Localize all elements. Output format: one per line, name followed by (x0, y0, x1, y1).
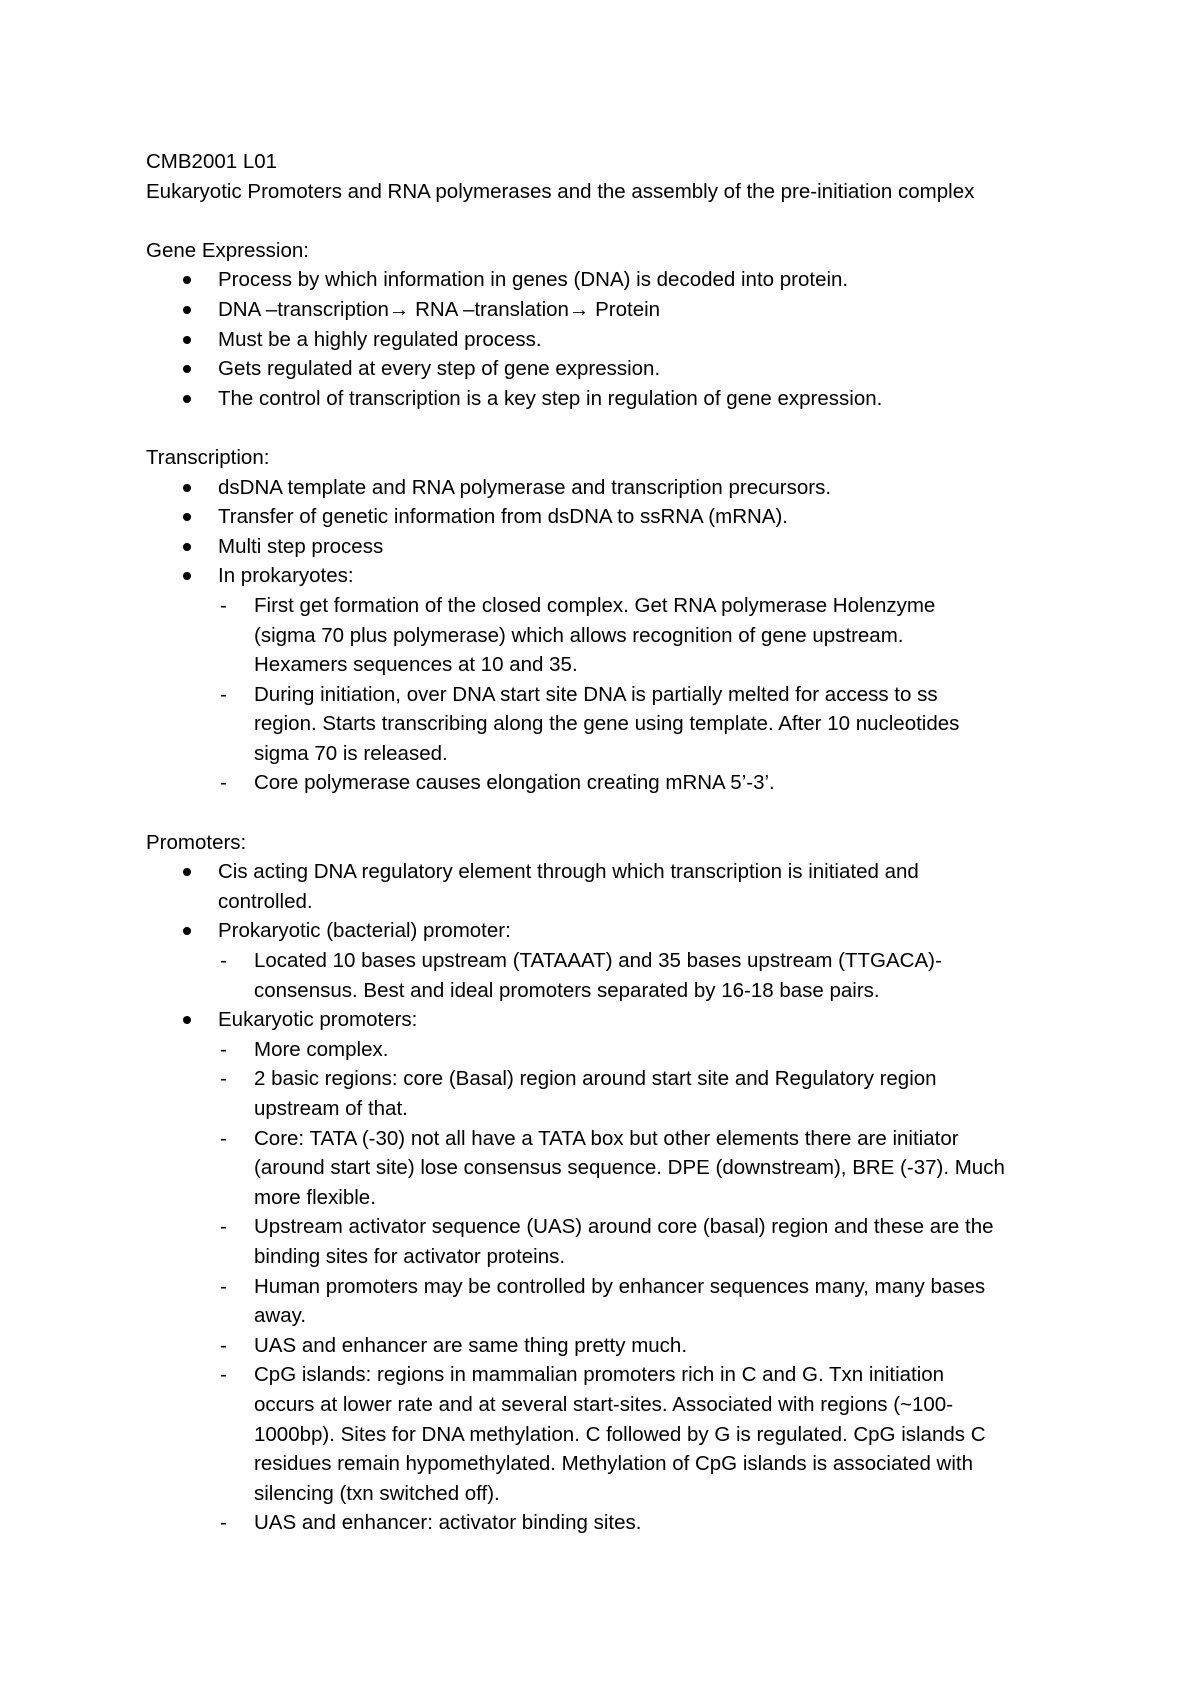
promoters-list (146, 857, 1076, 1538)
list-item (146, 265, 1076, 295)
sublist-line: occurs at lower rate and at several start-sites. Associated with regions (~100- (254, 1392, 954, 1416)
bullet-icon (183, 572, 191, 580)
list-item-text: In prokaryotes: (218, 564, 354, 588)
sublist-line: UAS and enhancer are same thing pretty much. (254, 1333, 688, 1357)
list-item (146, 384, 1076, 414)
list-item (146, 473, 1076, 503)
bullet-icon (183, 395, 191, 403)
course-code: CMB2001 L01 (146, 150, 278, 173)
prokaryote-sublist (218, 591, 1076, 798)
dash-icon: - (220, 1333, 227, 1357)
document-title: Eukaryotic Promoters and RNA polymerases and the assembly of the pre-initiation complex (146, 179, 975, 203)
bullet-icon (183, 306, 191, 314)
bullet-icon (183, 1016, 191, 1024)
sublist-line: away. (254, 1304, 307, 1328)
sublist-item (218, 1212, 1076, 1271)
eukaryotic-promoter-sublist (218, 1035, 1076, 1538)
dash-icon: - (220, 1511, 227, 1535)
prokaryotic-promoter-sublist (218, 946, 1076, 1005)
sublist-line: Human promoters may be controlled by enhancer sequences many, many bases (254, 1274, 986, 1298)
sublist-item (218, 1508, 1076, 1538)
list-item (146, 561, 1076, 798)
sublist-line: First get formation of the closed complex. Get RNA polymerase Holenzyme (254, 593, 936, 617)
list-item-text: The control of transcription is a key step in regulation of gene expression. (218, 386, 883, 410)
sublist-line: more flexible. (254, 1185, 376, 1209)
list-item-text: Process by which information in genes (DNA) is decoded into protein. (218, 268, 849, 292)
sublist-item (218, 946, 1076, 1005)
sublist-item (218, 1331, 1076, 1361)
list-item-text: Gets regulated at every step of gene expression. (218, 357, 661, 381)
bullet-icon (183, 336, 191, 344)
sublist-line: binding sites for activator proteins. (254, 1244, 566, 1268)
bullet-icon (183, 927, 191, 935)
list-item (146, 354, 1076, 384)
sublist-line: Core polymerase causes elongation creating mRNA 5’-3’. (254, 771, 775, 795)
transcription-list (146, 473, 1076, 799)
sublist-line: Upstream activator sequence (UAS) around core (basal) region and these are the (254, 1215, 994, 1239)
list-item-text: Cis acting DNA regulatory element through which transcription is initiated and (218, 860, 919, 884)
list-item (146, 1005, 1076, 1538)
sublist-line: consensus. Best and ideal promoters separated by 16-18 base pairs. (254, 978, 880, 1002)
bullet-icon (183, 484, 191, 492)
list-item-text: controlled. (218, 889, 313, 913)
list-item-text: DNA –transcription→ RNA –translation→ Protein (218, 297, 661, 321)
sublist-line: 2 basic regions: core (Basal) region around start site and Regulatory region (254, 1067, 937, 1091)
sublist-line: sigma 70 is released. (254, 741, 448, 765)
sublist-line: silencing (txn switched off). (254, 1481, 500, 1505)
sublist-item (218, 1064, 1076, 1123)
list-item-text: dsDNA template and RNA polymerase and transcription precursors. (218, 475, 832, 499)
document-body (146, 147, 1076, 1538)
spacer (146, 206, 1076, 236)
list-item (146, 857, 1076, 916)
list-item-text: Must be a highly regulated process. (218, 327, 542, 351)
bullet-icon (183, 276, 191, 284)
sublist-item (218, 1035, 1076, 1065)
dash-icon: - (220, 1067, 227, 1091)
sublist-line: region. Starts transcribing along the gene using template. After 10 nucleotides (254, 712, 960, 736)
sublist-line: UAS and enhancer: activator binding sites. (254, 1511, 642, 1535)
sublist-line: Core: TATA (-30) not all have a TATA box but other elements there are initiator (254, 1126, 959, 1150)
sublist-item (218, 1272, 1076, 1331)
sublist-item (218, 1124, 1076, 1213)
dash-icon: - (220, 1363, 227, 1387)
list-item (146, 502, 1076, 532)
dash-icon: - (220, 593, 227, 617)
sublist-line: More complex. (254, 1037, 389, 1061)
list-item (146, 325, 1076, 355)
sublist-line: During initiation, over DNA start site DNA is partially melted for access to ss (254, 682, 938, 706)
dash-icon: - (220, 949, 227, 973)
bullet-icon (183, 513, 191, 521)
list-item-text: Multi step process (218, 534, 384, 558)
sublist-line: CpG islands: regions in mammalian promoters rich in C and G. Txn initiation (254, 1363, 945, 1387)
list-item-text: Eukaryotic promoters: (218, 1008, 418, 1032)
sublist-line: (around start site) lose consensus sequence. DPE (downstream), BRE (-37). Much (254, 1156, 1005, 1180)
spacer (146, 413, 1076, 443)
sublist-line: Located 10 bases upstream (TATAAAT) and 35 bases upstream (TTGACA)- (254, 949, 942, 973)
spacer (146, 798, 1076, 828)
list-item-text: Transfer of genetic information from dsDNA to ssRNA (mRNA). (218, 505, 788, 529)
dash-icon: - (220, 771, 227, 795)
sublist-item (218, 591, 1076, 680)
bullet-icon (183, 543, 191, 551)
bullet-icon (183, 868, 191, 876)
list-item (146, 916, 1076, 1005)
section-heading-transcription: Transcription: (146, 445, 270, 469)
sublist-item (218, 768, 1076, 798)
list-item-text: Prokaryotic (bacterial) promoter: (218, 919, 511, 943)
sublist-line: residues remain hypomethylated. Methylation of CpG islands is associated with (254, 1452, 973, 1476)
section-heading-promoters: Promoters: (146, 830, 247, 854)
dash-icon: - (220, 1274, 227, 1298)
bullet-icon (183, 365, 191, 373)
sublist-line: (sigma 70 plus polymerase) which allows recognition of gene upstream. (254, 623, 904, 647)
dash-icon: - (220, 1126, 227, 1150)
sublist-line: Hexamers sequences at 10 and 35. (254, 653, 578, 677)
sublist-item (218, 680, 1076, 769)
list-item (146, 295, 1076, 325)
sublist-item (218, 1360, 1076, 1508)
dash-icon: - (220, 682, 227, 706)
list-item (146, 532, 1076, 562)
gene-expression-list (146, 265, 1076, 413)
dash-icon: - (220, 1037, 227, 1061)
section-heading-gene-expression: Gene Expression: (146, 238, 309, 262)
sublist-line: upstream of that. (254, 1097, 408, 1120)
dash-icon: - (220, 1215, 227, 1239)
sublist-line: 1000bp). Sites for DNA methylation. C followed by G is regulated. CpG islands C (254, 1422, 986, 1446)
